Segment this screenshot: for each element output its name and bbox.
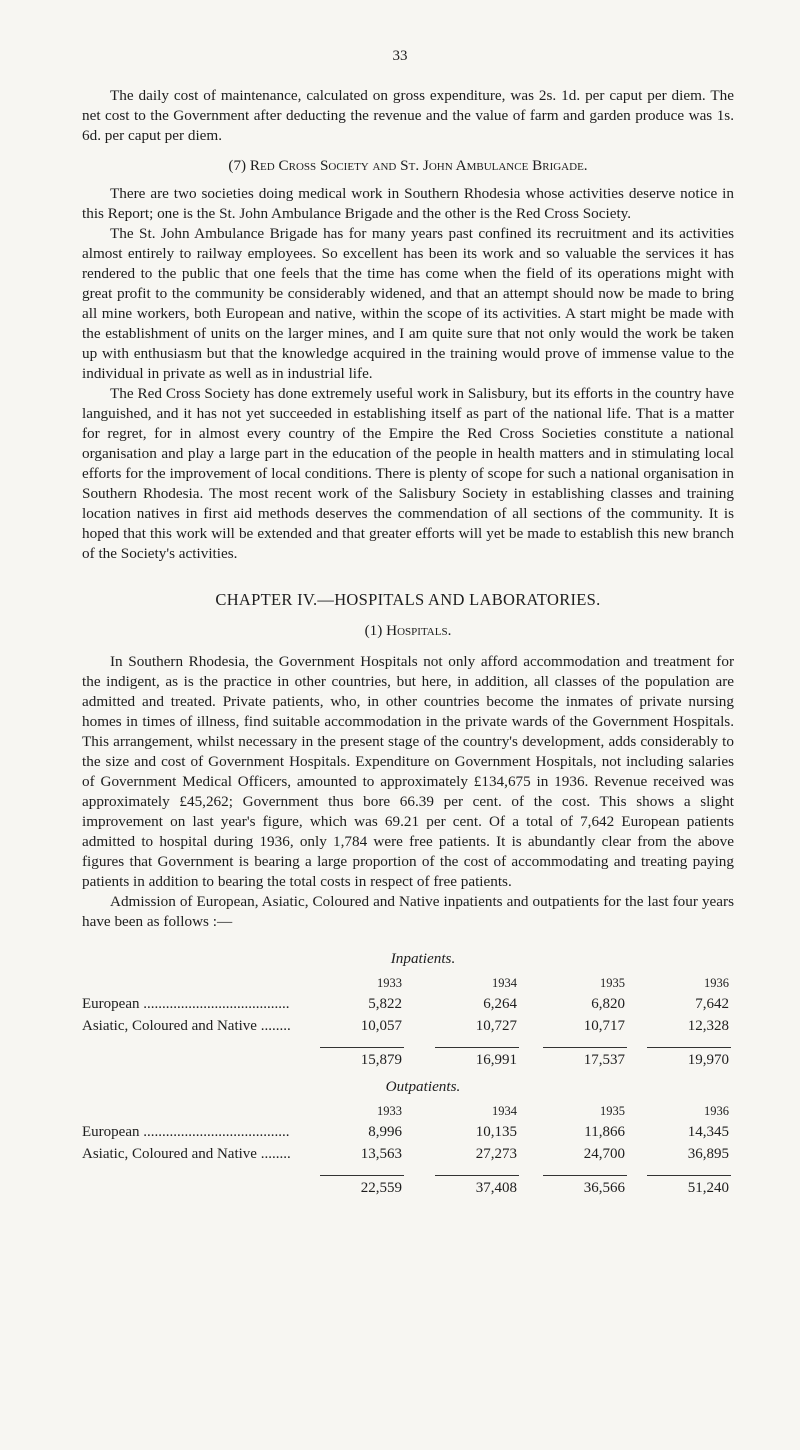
totals-row (82, 1180, 734, 1206)
year-header: 1933 (377, 1104, 402, 1118)
table-cell: 36,895 (687, 1146, 729, 1162)
table-cell: 10,727 (475, 1018, 517, 1034)
paragraph-maintenance-cost: The daily cost of maintenance, calculated on gross expenditure, was 2s. 1d. per caput per diem. The net cost to the Government after deducting the revenue and the value of farm and garden produce was 1s. 6d. per caput per diem. (82, 87, 734, 144)
paragraph-st-john: The St. John Ambulance Brigade has for many years past confined its recruitment and its activities almost entirely to railway employees. So excellent has been its work and so valuable the services it has rendered to the public that one feels that the time has come when the field of its operations might with great profit to the community be considerably widened, and that an attempt should now be made to bring all mine workers, both European and native, within the scope of its activities. A start might be made with the establishment of units on the larger mines, and I am quite sure that not only would the work be taken up with enthusiasm but that the knowledge acquired in the training would prove of immense value to the individual in private as well as in industrial life. (82, 225, 734, 382)
row-label: European ....................................... (82, 996, 290, 1012)
table-row (82, 1124, 734, 1146)
subsection-heading-hospitals (82, 622, 734, 640)
text-column (82, 86, 734, 1206)
row-label: European ....................................... (82, 1124, 290, 1140)
year-header: 1936 (704, 976, 729, 990)
totals-row (82, 1052, 734, 1078)
total-cell: 51,240 (687, 1180, 729, 1196)
inpatients-header-row (82, 974, 734, 996)
total-cell: 17,537 (583, 1052, 625, 1068)
table-cell: 10,717 (583, 1018, 625, 1034)
total-cell: 36,566 (583, 1180, 625, 1196)
section-title: Red Cross Society and St. John Ambulance Brigade. (249, 157, 588, 174)
year-header: 1934 (492, 976, 517, 990)
year-header: 1933 (377, 976, 402, 990)
section-heading-red-cross (82, 156, 734, 176)
table-cell: 13,563 (360, 1146, 402, 1162)
table-cell: 24,700 (583, 1146, 625, 1162)
subsection-number: (1) (364, 622, 383, 639)
table-cell: 10,057 (360, 1018, 402, 1034)
total-rule (82, 1040, 734, 1052)
table-cell: 11,866 (584, 1124, 625, 1140)
outpatients-header-row (82, 1102, 734, 1124)
table-cell: 7,642 (695, 996, 729, 1012)
row-label: Asiatic, Coloured and Native ........ (82, 1018, 291, 1034)
total-cell: 37,408 (475, 1180, 517, 1196)
table-cell: 6,820 (591, 996, 625, 1012)
year-header: 1934 (492, 1104, 517, 1118)
table-cell: 12,328 (687, 1018, 729, 1034)
total-cell: 15,879 (360, 1052, 402, 1068)
section-number: (7) (228, 157, 247, 174)
table-cell: 10,135 (475, 1124, 517, 1140)
year-header: 1936 (704, 1104, 729, 1118)
table-row (82, 1018, 734, 1040)
total-cell: 22,559 (360, 1180, 402, 1196)
table-cell: 5,822 (368, 996, 402, 1012)
total-cell: 16,991 (475, 1052, 517, 1068)
table-cell: 14,345 (687, 1124, 729, 1140)
table-cell: 8,996 (368, 1124, 402, 1140)
inpatients-table (82, 950, 734, 1078)
inpatients-title: Inpatients. (390, 950, 456, 967)
table-cell: 6,264 (483, 996, 517, 1012)
page-number: 33 (392, 48, 408, 64)
outpatients-table (82, 1078, 734, 1206)
total-cell: 19,970 (687, 1052, 729, 1068)
outpatients-title: Outpatients. (385, 1078, 461, 1095)
chapter-title: CHAPTER IV.—HOSPITALS AND LABORATORIES. (215, 590, 601, 609)
row-label: Asiatic, Coloured and Native ........ (82, 1146, 291, 1162)
year-header: 1935 (600, 976, 625, 990)
table-cell: 27,273 (475, 1146, 517, 1162)
year-header: 1935 (600, 1104, 625, 1118)
subsection-title: Hospitals. (386, 622, 452, 639)
paragraph-admissions: Admission of European, Asiatic, Coloured and Native inpatients and outpatients for the last four years have been as follows :— (82, 893, 734, 930)
paragraph-hospitals: In Southern Rhodesia, the Government Hospitals not only afford accommodation and treatment for the indigent, as is the practice in other countries, but here, in addition, all classes of the population are admitted and treated. Private patients, who, in other countries become the inmates of private nursing homes in times of illness, find suitable accommodation in the private wards of the Government Hospitals. This arrangement, whilst necessary in the present stage of the country's development, adds considerably to the size and cost of Government Hospitals. Expenditure on Government Hospitals, not including salaries of Government Medical Officers, amounted to approximately £134,675 in 1936. Revenue received was approximately £45,262; Government thus bore 66.39 per cent. of the cost. This shows a slight improvement on last year's figure, which was 69.21 per cent. Of a total of 7,642 European patients admitted to hospital during 1936, only 1,784 were free patients. It is abundantly clear from the above figures that Government is bearing a large proportion of the cost of accommodating and treating paying patients in addition to bearing the total costs in respect of free patients. (82, 653, 734, 890)
paragraph-red-cross: The Red Cross Society has done extremely useful work in Salisbury, but its efforts in the country have languished, and it has not yet succeeded in establishing itself as part of the national life. That is a matter for regret, for in almost every country of the Empire the Red Cross Societies constitute a national organisation and play a large part in the education of the people in health matters and in stimulating local efforts for the improvement of local conditions. There is plenty of scope for such a national organisation in Southern Rhodesia. The most recent work of the Salisbury Society in establishing classes and training location natives in first aid methods deserves the commendation of all sections of the community. It is hoped that this work will be extended and that greater efforts will yet be made to establish this new branch of the Society's activities. (82, 385, 734, 562)
table-row (82, 1146, 734, 1168)
table-row (82, 996, 734, 1018)
total-rule (82, 1168, 734, 1180)
paragraph-two-societies: There are two societies doing medical work in Southern Rhodesia whose activities deserve notice in this Report; one is the St. John Ambulance Brigade and the other is the Red Cross Society. (82, 185, 734, 222)
